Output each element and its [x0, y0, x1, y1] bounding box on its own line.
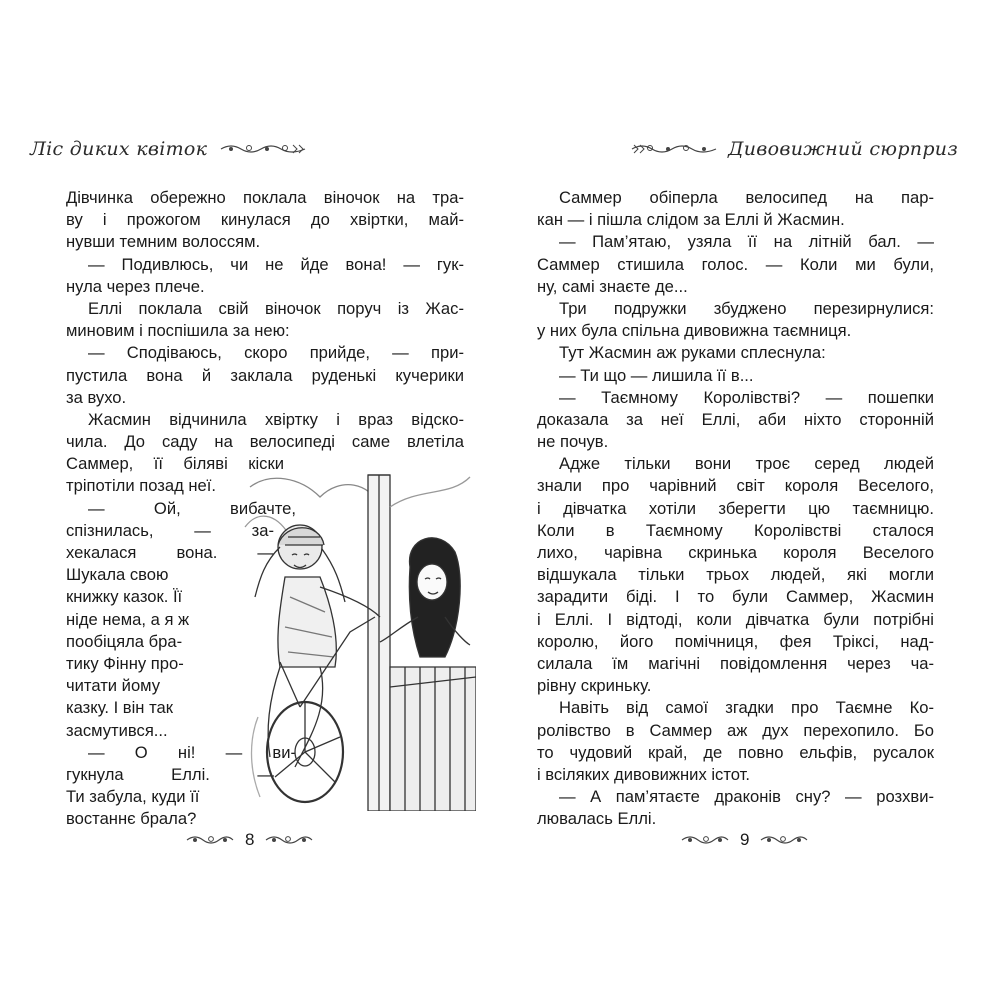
text-line: — Таємному Королівстві? — пошепки — [559, 387, 934, 407]
text-line: Адже тільки вони троє серед людей — [559, 454, 934, 474]
text-line: ву і прожогом кинулася до хвіртки, май- — [66, 210, 464, 230]
text-line: Дівчинка обережно поклала віночок на тра- — [66, 188, 464, 207]
page-number-left — [185, 830, 314, 850]
floral-vignette-icon — [680, 833, 730, 847]
text-line: доказала за неї Еллі, аби ніхто сторонній — [537, 409, 934, 429]
text-line: гукнула Еллі. — — [66, 764, 274, 784]
text-line: пустила вона й заклала руденькі кучерики — [66, 365, 464, 385]
text-line: Три подружки збуджено перезирнулися: — [559, 298, 934, 318]
text-line: рівну скриньку. — [537, 676, 652, 696]
floral-vignette-icon — [185, 833, 235, 847]
text-line: ролівство в Саммер аж дух перехопило. Бо — [537, 720, 934, 740]
text-line: востаннє брала? — [66, 809, 197, 829]
text-line: миновим і поспішила за нею: — [66, 321, 290, 341]
text-line: кан — і пішла слідом за Еллі й Жасмин. — [537, 210, 845, 230]
text-line: пообіцяла бра- — [66, 631, 183, 651]
floral-vignette-icon — [264, 833, 314, 847]
text-line: чила. До саду на велосипеді саме влетіла — [66, 432, 464, 452]
text-line: ніде нема, а я ж — [66, 609, 190, 629]
text-line: за вухо. — [66, 387, 127, 407]
text-line: і всіляких дивовижних істот. — [537, 764, 750, 784]
text-line: — А пам’ятаєте драконів сну? — розхви- — [559, 787, 934, 807]
floral-vignette-icon — [219, 141, 307, 157]
text-line: королю, його помічниця, фея Тріксі, над- — [537, 631, 934, 651]
text-line: — Сподіваюсь, скоро прийде, — при- — [88, 343, 464, 363]
text-line: Саммер, її біляві кіски — [66, 454, 284, 474]
running-head-right — [630, 138, 958, 160]
text-line: і дівчатка хотіли зберегти цю таємницю. — [537, 498, 934, 518]
text-line: — Ой, вибачте, — [88, 498, 296, 518]
text-line: зарадити біді. І то були Саммер, Жасмин — [537, 587, 934, 607]
text-line: тику Фінну про- — [66, 653, 184, 673]
text-line: — Подивлюсь, чи не йде вона! — гук- — [88, 254, 464, 274]
running-head-left — [30, 138, 307, 160]
text-line: ну, самі знаєте де... — [537, 276, 688, 296]
text-line: читати йому — [66, 676, 161, 696]
text-line: нувши темним волоссям. — [66, 232, 261, 252]
text-line: Ти забула, куди її — [66, 787, 200, 807]
page-number: 8 — [245, 830, 255, 849]
text-line: Саммер обіперла велосипед на пар- — [559, 188, 934, 207]
text-line: знали про чарівний світ короля Веселого, — [537, 476, 934, 496]
text-line: засмутився... — [66, 720, 168, 740]
floral-vignette-icon — [630, 141, 718, 157]
text-line: лихо, чарівна скринька короля Веселого — [537, 543, 934, 562]
floral-vignette-icon — [759, 833, 809, 847]
text-line: лювалась Еллі. — [537, 809, 657, 829]
text-line: відшукала тільки трьох людей, які могли — [537, 565, 934, 585]
text-line: Саммер стишила голос. — Коли ми були, — [537, 254, 934, 274]
text-line: Навіть від самої згадки про Таємне Ко- — [559, 698, 934, 718]
running-head-left-title: Ліс диких квіток — [30, 138, 208, 160]
text-line: не почув. — [537, 432, 609, 452]
text-line: — О ні! — ви- — [88, 742, 296, 762]
text-line: Шукала свою — [66, 565, 169, 585]
text-line: книжку казок. Її — [66, 587, 183, 607]
text-line: у них була спільна дивовижна таємниця. — [537, 321, 852, 341]
text-line: спізнилась, — за- — [66, 520, 274, 540]
right-page-text — [537, 187, 934, 830]
text-line: Еллі поклала свій віночок поруч із Жас- — [88, 298, 464, 318]
text-line: то чудовий край, де повно ельфів, русалок — [537, 742, 934, 762]
text-line: — Ти що — лишила її в... — [559, 365, 754, 385]
text-line: Тут Жасмин аж руками сплеснула: — [559, 343, 826, 363]
page-number-right — [680, 830, 809, 850]
text-line: і Еллі. І відтоді, коли дівчатка були потрібні — [537, 609, 934, 629]
text-line: Коли в Таємному Королівстві сталося — [537, 520, 934, 540]
page-number: 9 — [740, 830, 750, 849]
text-line: тріпотіли позад неї. — [66, 476, 216, 496]
text-line: — Пам’ятаю, узяла її на літній бал. — — [559, 232, 934, 252]
text-line: хекалася вона. — — [66, 543, 274, 562]
text-line: нула через плече. — [66, 276, 205, 296]
text-line: силала їм магічні повідомлення через ча- — [537, 653, 934, 673]
text-line: казку. І він так — [66, 698, 173, 718]
girls-bicycle-gate-illustration — [240, 467, 476, 811]
text-line: Жасмин відчинила хвіртку і враз відско- — [88, 409, 464, 429]
running-head-right-title: Дивовижний сюрприз — [727, 138, 958, 160]
